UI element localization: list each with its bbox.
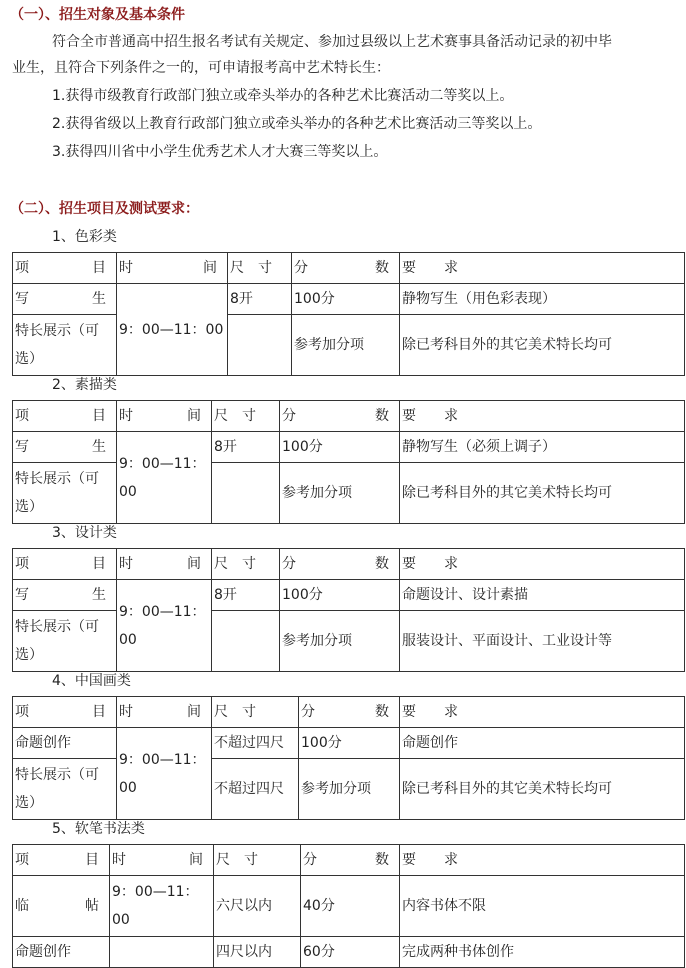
- header-size: 尺 寸: [212, 697, 299, 728]
- cell-time: 9：00—11：00: [117, 580, 212, 672]
- cell-score: 100分: [280, 432, 400, 463]
- cell-score: 参考加分项: [280, 611, 400, 672]
- cell-requirement: 除已考科目外的其它美术特长均可: [400, 759, 685, 820]
- header-item: 项 目: [13, 549, 117, 580]
- header-item: 项 目: [13, 253, 117, 284]
- header-item: 项 目: [13, 697, 117, 728]
- cell-time: 9：00—11：00: [117, 284, 228, 376]
- cell-requirement: 命题设计、设计素描: [400, 580, 685, 611]
- chinese-painting-table: [12, 696, 685, 820]
- header-requirement: 要 求: [400, 549, 685, 580]
- cell-item: 写 生: [13, 284, 117, 315]
- cell-size: 不超过四尺: [212, 728, 299, 759]
- cell-size: [212, 463, 280, 524]
- category-title-sketch: 2、素描类: [52, 377, 117, 393]
- header-score: 分 数: [280, 401, 400, 432]
- cell-item: 命题创作: [13, 728, 117, 759]
- header-time: 时 间: [117, 697, 212, 728]
- cell-score: 100分: [280, 580, 400, 611]
- cell-item: 特长展示（可选）: [13, 611, 117, 672]
- cell-requirement: 命题创作: [400, 728, 685, 759]
- cell-time: 9：00—11：00: [117, 728, 212, 820]
- intro-line-1: 符合全市普通高中招生报名考试有关规定、参加过县级以上艺术赛事具备活动记录的初中毕: [52, 34, 612, 50]
- header-size: 尺 寸: [212, 549, 280, 580]
- header-time: 时 间: [117, 253, 228, 284]
- cell-score: 参考加分项: [280, 463, 400, 524]
- cell-requirement: 静物写生（用色彩表现）: [400, 284, 685, 315]
- cell-score: 参考加分项: [299, 759, 400, 820]
- header-score: 分 数: [299, 697, 400, 728]
- cell-score: 参考加分项: [292, 315, 400, 376]
- cell-size: [212, 611, 280, 672]
- category-title-design: 3、设计类: [52, 525, 117, 541]
- cell-item: 特长展示（可选）: [13, 759, 117, 820]
- header-time: 时 间: [117, 401, 212, 432]
- cell-item: 写 生: [13, 432, 117, 463]
- cell-size: [228, 315, 292, 376]
- cell-size: 六尺以内: [214, 876, 301, 937]
- cell-requirement: 内容书体不限: [400, 876, 685, 937]
- header-item: 项 目: [13, 401, 117, 432]
- header-requirement: 要 求: [400, 401, 685, 432]
- intro-line-2: 业生，且符合下列条件之一的，可申请报考高中艺术特长生：: [12, 60, 390, 76]
- header-time: 时 间: [117, 549, 212, 580]
- cell-size: 8开: [228, 284, 292, 315]
- condition-item-2: 2.获得省级以上教育行政部门独立或牵头举办的各种艺术比赛活动三等奖以上。: [52, 116, 542, 132]
- calligraphy-table: [12, 844, 685, 968]
- cell-score: 40分: [301, 876, 400, 937]
- category-title-calligraphy: 5、软笔书法类: [52, 821, 145, 837]
- cell-item: 临 帖: [13, 876, 110, 937]
- header-item: 项 目: [13, 845, 110, 876]
- cell-size: 8开: [212, 432, 280, 463]
- cell-item: 命题创作: [13, 937, 110, 968]
- header-size: 尺 寸: [212, 401, 280, 432]
- cell-item: 特长展示（可选）: [13, 463, 117, 524]
- section2-heading: （二）、招生项目及测试要求：: [10, 201, 199, 217]
- cell-time: 9：00—11：00: [110, 876, 214, 937]
- sketch-table: [12, 400, 685, 524]
- cell-requirement: 除已考科目外的其它美术特长均可: [400, 463, 685, 524]
- cell-size: 不超过四尺: [212, 759, 299, 820]
- cell-requirement: 服装设计、平面设计、工业设计等: [400, 611, 685, 672]
- header-requirement: 要 求: [400, 845, 685, 876]
- cell-requirement: 完成两种书体创作: [400, 937, 685, 968]
- section1-heading: （一）、招生对象及基本条件: [10, 7, 185, 23]
- cell-score: 100分: [292, 284, 400, 315]
- cell-item: 特长展示（可选）: [13, 315, 117, 376]
- header-requirement: 要 求: [400, 253, 685, 284]
- cell-time: 9：00—11：00: [117, 432, 212, 524]
- header-requirement: 要 求: [400, 697, 685, 728]
- header-score: 分 数: [292, 253, 400, 284]
- cell-score: 100分: [299, 728, 400, 759]
- condition-item-1: 1.获得市级教育行政部门独立或牵头举办的各种艺术比赛活动二等奖以上。: [52, 88, 514, 104]
- cell-size: 8开: [212, 580, 280, 611]
- condition-item-3: 3.获得四川省中小学生优秀艺术人才大赛三等奖以上。: [52, 144, 388, 160]
- category-title-color: 1、色彩类: [52, 229, 117, 245]
- design-table: [12, 548, 685, 672]
- cell-requirement: 除已考科目外的其它美术特长均可: [400, 315, 685, 376]
- header-size: 尺 寸: [214, 845, 301, 876]
- header-size: 尺 寸: [228, 253, 292, 284]
- color-table: [12, 252, 685, 376]
- category-title-chinese-painting: 4、中国画类: [52, 673, 131, 689]
- cell-item: 写 生: [13, 580, 117, 611]
- header-time: 时 间: [110, 845, 214, 876]
- header-score: 分 数: [301, 845, 400, 876]
- header-score: 分 数: [280, 549, 400, 580]
- cell-requirement: 静物写生（必须上调子）: [400, 432, 685, 463]
- cell-size: 四尺以内: [214, 937, 301, 968]
- cell-time: [110, 937, 214, 968]
- cell-score: 60分: [301, 937, 400, 968]
